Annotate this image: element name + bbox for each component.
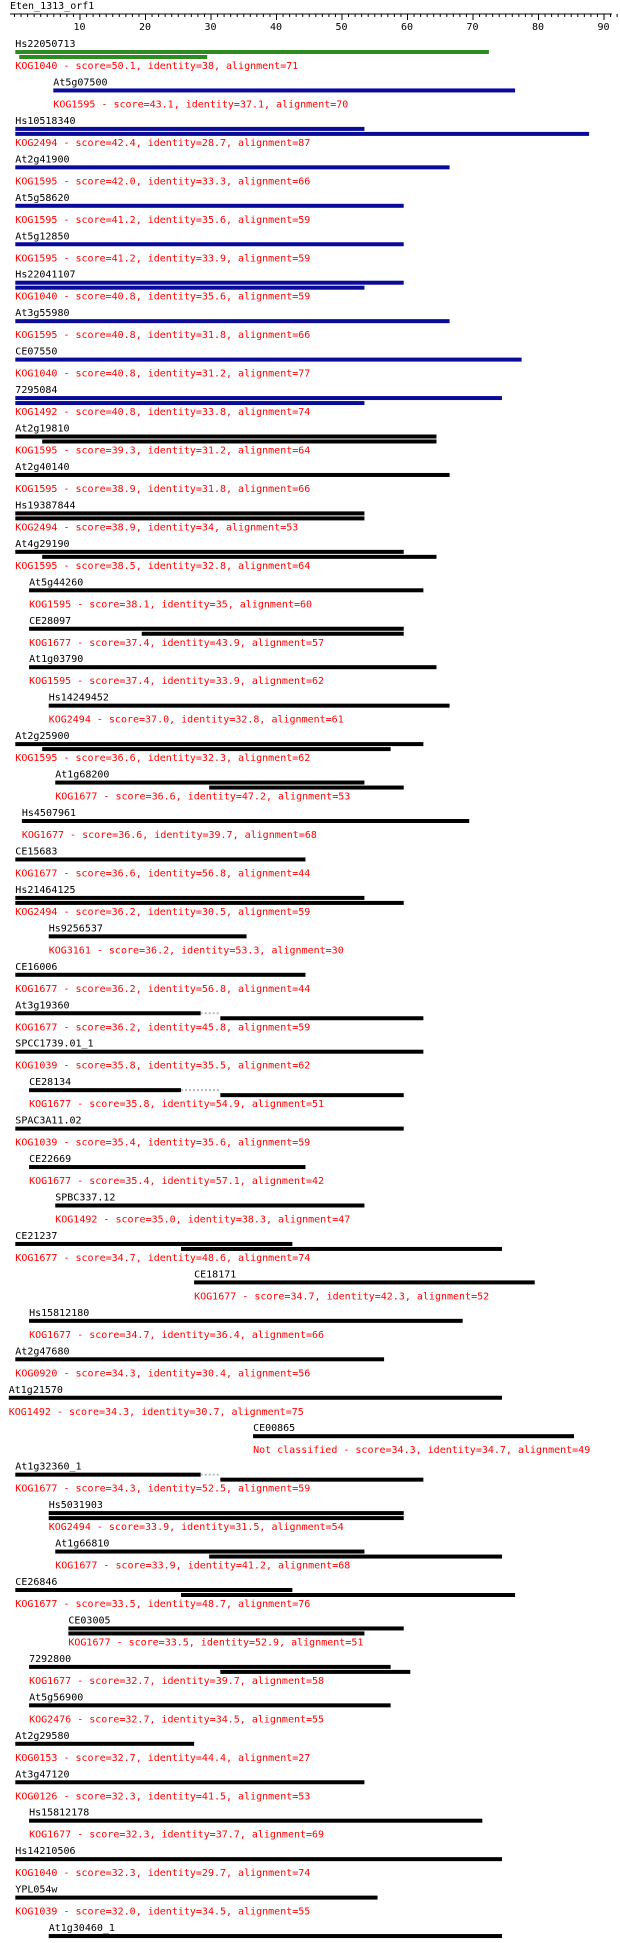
hit-name[interactable]: At2g40140	[15, 461, 70, 473]
hit-bar	[9, 1396, 502, 1400]
hit-label: KOG2494 - score=37.0, identity=32.8, alignment=61	[48, 714, 344, 726]
hit-label: KOG2476 - score=32.7, identity=34.5, alignment=55	[29, 1714, 325, 1726]
hit-name[interactable]: CE28097	[29, 615, 72, 627]
hit-label: KOG1595 - score=42.0, identity=33.3, alignment=66	[15, 176, 311, 188]
hit-bar	[15, 516, 364, 520]
hit-row	[29, 577, 423, 610]
hit-label: Not classified - score=34.3, identity=34.7, alignment=49	[253, 1445, 591, 1457]
hit-row	[53, 77, 515, 110]
hit-bar	[15, 435, 436, 439]
hit-label: KOG1595 - score=40.8, identity=31.8, alignment=66	[15, 330, 311, 342]
chart-title: Eten_1313_orf1	[10, 1, 95, 12]
hit-bar	[15, 50, 489, 54]
hit-name[interactable]: Hs15812180	[29, 1307, 90, 1319]
hit-name[interactable]: SPBC337.12	[55, 1192, 116, 1204]
hit-bar	[29, 1703, 391, 1707]
hit-label: KOG1677 - score=33.5, identity=52.9, alignment=51	[68, 1637, 364, 1649]
hit-row	[15, 424, 436, 457]
hit-bar	[29, 627, 404, 631]
hit-row	[15, 1116, 403, 1149]
hit-label: KOG1677 - score=35.4, identity=57.1, alignment=42	[29, 1176, 325, 1188]
hit-bar	[181, 1247, 502, 1251]
hit-row	[49, 1923, 502, 1943]
hit-bar	[15, 857, 305, 861]
hit-name[interactable]: CE07550	[15, 346, 58, 358]
hit-bar	[15, 550, 403, 554]
hit-row	[15, 385, 502, 418]
hit-row	[15, 1039, 423, 1072]
hit-name[interactable]: Hs14249452	[48, 692, 109, 704]
hit-label: KOG1677 - score=34.7, identity=42.3, alignment=52	[194, 1291, 490, 1303]
hit-label: KOG1595 - score=36.6, identity=32.3, alignment=62	[15, 753, 311, 765]
hit-name[interactable]: CE15683	[15, 846, 58, 858]
hit-label: KOG1492 - score=34.3, identity=30.7, alignment=75	[8, 1406, 304, 1418]
hit-bar	[15, 1780, 364, 1784]
hit-bar	[253, 1434, 574, 1438]
hit-row	[29, 1077, 404, 1110]
hit-bar	[15, 1357, 384, 1361]
hit-row	[9, 1385, 502, 1418]
hit-row	[15, 1885, 377, 1918]
hit-label: KOG1677 - score=37.4, identity=43.9, alignment=57	[29, 637, 325, 649]
hit-bar	[55, 1204, 364, 1208]
hit-name[interactable]: Hs5031903	[48, 1500, 103, 1512]
hit-label: KOG1595 - score=43.1, identity=37.1, alignment=70	[53, 99, 349, 111]
hit-bar	[15, 396, 502, 400]
tick-label: 20	[138, 22, 152, 33]
hit-name[interactable]: At5g56900	[29, 1692, 84, 1704]
hit-row	[68, 1615, 403, 1648]
hit-bar	[42, 440, 436, 444]
hit-row	[29, 1308, 463, 1341]
hit-row	[15, 39, 489, 72]
hit-name[interactable]: Hs15812178	[29, 1807, 90, 1819]
hit-row	[55, 1193, 364, 1226]
hit-label: KOG1677 - score=35.8, identity=54.9, alignment=51	[29, 1099, 325, 1111]
hit-bar	[55, 781, 364, 785]
hit-bar	[15, 281, 403, 285]
hit-name[interactable]: At5g12850	[15, 231, 70, 243]
hit-name[interactable]: At1g03790	[29, 654, 84, 666]
hit-bar	[194, 1280, 535, 1284]
hit-row	[15, 539, 436, 572]
hit-label: KOG1677 - score=36.6, identity=56.8, alignment=44	[15, 868, 311, 880]
tick-label: 10	[73, 22, 86, 33]
hit-bar	[220, 1093, 403, 1097]
hit-bar	[15, 896, 364, 900]
tick-label: 90	[597, 22, 610, 33]
hit-row	[15, 1000, 423, 1033]
x-axis	[10, 14, 617, 33]
hit-label: KOG1040 - score=50.1, identity=38, alignment=71	[15, 61, 299, 72]
hit-name[interactable]: 7292800	[29, 1653, 72, 1665]
hit-name[interactable]: At2g47680	[15, 1346, 70, 1358]
hit-name[interactable]: Hs14210506	[15, 1846, 76, 1858]
hit-label: KOG1677 - score=32.3, identity=37.7, alignment=69	[29, 1829, 325, 1841]
hit-name[interactable]: At2g41900	[15, 154, 70, 166]
hit-label: KOG1595 - score=37.4, identity=33.9, alignment=62	[29, 676, 325, 688]
hit-name[interactable]: CE03005	[68, 1615, 111, 1627]
hit-row	[253, 1423, 590, 1456]
hit-bar	[49, 1516, 404, 1520]
hit-label: KOG1040 - score=40.8, identity=35.6, alignment=59	[15, 291, 311, 303]
tick-label: 60	[400, 22, 414, 33]
hit-bar	[15, 1588, 292, 1592]
hit-bar	[15, 319, 449, 323]
tick-label: 80	[531, 22, 545, 33]
hit-row	[15, 962, 310, 995]
hit-bar	[68, 1631, 364, 1635]
hit-bar	[15, 1742, 194, 1746]
hit-label: KOG1492 - score=40.8, identity=33.8, alignment=74	[15, 407, 311, 419]
hit-label: KOG2494 - score=42.4, identity=28.7, alignment=87	[15, 137, 311, 149]
hit-row	[22, 808, 469, 841]
hit-row	[15, 154, 449, 187]
hit-row	[15, 1769, 364, 1802]
hit-name[interactable]: CE26846	[15, 1577, 58, 1588]
hit-row	[55, 1539, 502, 1572]
hit-label: KOG1039 - score=35.8, identity=35.5, alignment=62	[15, 1060, 311, 1072]
hit-row	[15, 231, 403, 264]
hit-row	[29, 616, 404, 649]
hit-bar	[22, 819, 469, 823]
hit-name[interactable]: At5g58620	[15, 192, 70, 204]
hit-label: KOG1595 - score=41.2, identity=35.6, alignment=59	[15, 214, 311, 226]
hit-label: KOG1595 - score=38.9, identity=31.8, alignment=66	[15, 483, 311, 495]
hit-name[interactable]: CE22669	[29, 1154, 72, 1166]
hit-label: KOG1492 - score=35.0, identity=38.3, alignment=47	[55, 1214, 351, 1226]
hit-label: KOG1677 - score=36.6, identity=47.2, alignment=53	[55, 791, 351, 803]
hit-name[interactable]: CE28134	[29, 1077, 72, 1089]
hit-row	[15, 1231, 502, 1264]
hit-row	[29, 1154, 324, 1187]
hit-name[interactable]: YPL054w	[15, 1884, 58, 1896]
hit-bar	[68, 1626, 403, 1630]
hit-label: KOG1040 - score=32.3, identity=29.7, alignment=74	[15, 1868, 311, 1880]
hit-bar	[142, 632, 404, 636]
hit-name[interactable]: At1g68200	[55, 769, 110, 781]
tick-label: 50	[335, 22, 348, 33]
hit-name[interactable]: Hs22050713	[15, 39, 76, 50]
hit-row	[15, 1577, 515, 1610]
hit-name[interactable]: CE16006	[15, 961, 58, 973]
hit-name[interactable]: Hs4507961	[21, 808, 77, 819]
hit-bar	[29, 1165, 305, 1169]
hit-name[interactable]: CE00865	[253, 1423, 296, 1435]
hit-bar	[209, 786, 404, 790]
hit-name[interactable]: At2g19810	[15, 423, 70, 435]
hit-bar	[49, 1934, 502, 1938]
tick-label: 30	[204, 22, 217, 33]
hit-name[interactable]: At3g19360	[15, 1000, 70, 1012]
hit-bar	[15, 511, 364, 515]
hit-label: KOG0920 - score=34.3, identity=30.4, alignment=56	[15, 1368, 311, 1380]
hit-label: KOG1595 - score=39.3, identity=31.2, alignment=64	[15, 445, 311, 457]
hit-bar	[29, 665, 436, 669]
hit-bar	[15, 1011, 200, 1015]
hit-bar	[15, 358, 521, 362]
hit-bar	[15, 165, 449, 169]
hit-name[interactable]: At3g55980	[15, 308, 70, 320]
hit-label: KOG1595 - score=38.1, identity=35, alignment=60	[29, 599, 313, 611]
hit-label: KOG1677 - score=34.7, identity=36.4, alignment=66	[29, 1329, 325, 1341]
hit-row	[15, 193, 403, 226]
hit-row	[15, 347, 521, 380]
hit-row	[49, 693, 450, 726]
hit-name[interactable]: Hs9256537	[48, 923, 103, 935]
hit-name[interactable]: 7295084	[15, 385, 58, 397]
hit-bar	[29, 1319, 463, 1323]
hit-bar	[220, 1016, 423, 1020]
hit-bar	[15, 473, 449, 477]
hit-label: KOG1677 - score=34.3, identity=52.5, alignment=59	[15, 1483, 311, 1495]
hit-row	[29, 1808, 482, 1841]
hit-row	[49, 1500, 404, 1533]
hit-name[interactable]: At3g47120	[15, 1769, 70, 1781]
hit-row	[55, 770, 403, 803]
hit-row	[15, 462, 449, 495]
hit-label: KOG0126 - score=32.3, identity=41.5, alignment=53	[15, 1791, 311, 1803]
hit-name[interactable]: At5g07500	[53, 77, 108, 89]
hit-name[interactable]: At5g44260	[29, 577, 84, 589]
hit-label: KOG2494 - score=36.2, identity=30.5, alignment=59	[15, 906, 311, 918]
hit-row	[15, 1346, 384, 1379]
hit-name[interactable]: At1g30460_1	[48, 1923, 115, 1935]
hit-bar	[15, 204, 403, 208]
hit-name[interactable]: CE21237	[15, 1230, 58, 1242]
hit-label: KOG1595 - score=38.5, identity=32.8, alignment=64	[15, 560, 311, 572]
hit-label: KOG1677 - score=33.5, identity=48.7, alignment=76	[15, 1599, 311, 1610]
hit-name[interactable]: Hs10518340	[15, 115, 76, 127]
hit-bar	[220, 1478, 423, 1482]
hit-row	[15, 885, 403, 918]
hit-bar	[15, 1857, 502, 1861]
hit-bar	[29, 1665, 391, 1669]
hit-name[interactable]: SPAC3A11.02	[15, 1115, 82, 1127]
hit-row	[15, 1462, 423, 1495]
hit-bar	[49, 934, 247, 938]
hit-row	[15, 1731, 310, 1764]
hit-bar	[19, 55, 207, 59]
hit-row	[15, 270, 403, 303]
hit-label: KOG1039 - score=32.0, identity=34.5, alignment=55	[15, 1906, 311, 1918]
hit-label: KOG1677 - score=36.2, identity=45.8, alignment=59	[15, 1022, 311, 1034]
hit-bar	[15, 286, 364, 290]
hit-label: KOG1677 - score=33.9, identity=41.2, alignment=68	[55, 1560, 351, 1572]
hit-bar	[55, 1550, 364, 1554]
tick-label: 70	[466, 22, 479, 33]
hit-name[interactable]: Hs21464125	[15, 884, 76, 896]
hit-row	[29, 1654, 410, 1687]
hit-row	[15, 116, 589, 149]
hit-bar	[209, 1555, 502, 1559]
hit-label: KOG1677 - score=36.6, identity=39.7, alignment=68	[21, 830, 317, 841]
hit-row	[15, 500, 364, 533]
hit-name[interactable]: At2g25900	[15, 731, 70, 743]
hit-label: KOG3161 - score=36.2, identity=53.3, alignment=30	[48, 945, 344, 957]
hit-row	[15, 731, 423, 764]
hit-bar	[29, 1819, 482, 1823]
hit-bar	[15, 1050, 423, 1054]
hit-bar	[15, 242, 403, 246]
hit-row	[15, 1846, 502, 1879]
hit-name[interactable]: SPCC1739.01_1	[15, 1038, 94, 1050]
hit-label: KOG1677 - score=34.7, identity=48.6, alignment=74	[15, 1252, 311, 1264]
hit-bar	[15, 973, 305, 977]
hit-name[interactable]: At2g29580	[15, 1730, 70, 1742]
hit-name[interactable]: Hs22041107	[15, 269, 76, 281]
hit-label: KOG1677 - score=36.2, identity=56.8, alignment=44	[15, 983, 311, 995]
hit-bar	[29, 588, 423, 592]
hit-label: KOG1595 - score=41.2, identity=33.9, alignment=59	[15, 253, 311, 265]
hit-bar	[15, 401, 364, 405]
hit-bar	[42, 747, 390, 751]
hit-bar	[15, 1896, 377, 1900]
hit-label: KOG1040 - score=40.8, identity=31.2, alignment=77	[15, 368, 311, 380]
hit-row	[15, 308, 449, 341]
tick-label: 40	[269, 22, 283, 33]
hit-bar	[15, 127, 364, 131]
hit-list	[9, 39, 590, 1943]
hit-bar	[220, 1670, 410, 1674]
hit-row	[29, 1692, 391, 1725]
hit-bar	[15, 132, 589, 136]
hit-bar	[15, 901, 403, 905]
hit-bar	[15, 1473, 200, 1477]
hit-name[interactable]: At1g66810	[55, 1538, 110, 1550]
hit-bar	[42, 555, 436, 559]
hit-bar	[49, 704, 450, 708]
hit-bar	[181, 1593, 515, 1597]
hit-bar	[15, 1242, 292, 1246]
hit-row	[29, 654, 436, 687]
hit-name[interactable]: At1g21570	[8, 1384, 63, 1396]
hit-label: KOG2494 - score=33.9, identity=31.5, alignment=54	[48, 1522, 344, 1534]
hit-bar	[53, 88, 515, 92]
hit-bar	[49, 1511, 404, 1515]
hit-name[interactable]: At1g32360_1	[15, 1461, 82, 1473]
hit-label: KOG1039 - score=35.4, identity=35.6, alignment=59	[15, 1137, 311, 1149]
hit-bar	[29, 1088, 181, 1092]
hit-bar	[15, 1127, 403, 1131]
hit-name[interactable]: At4g29190	[15, 538, 70, 550]
hit-row	[194, 1269, 535, 1302]
hit-label: KOG1677 - score=32.7, identity=39.7, alignment=58	[29, 1675, 325, 1687]
hit-label: KOG2494 - score=38.9, identity=34, alignment=53	[15, 522, 299, 534]
hit-name[interactable]: Hs19387844	[15, 500, 76, 512]
hit-name[interactable]: CE18171	[194, 1269, 237, 1281]
hit-row	[15, 846, 310, 879]
hit-row	[49, 923, 344, 956]
hit-bar	[15, 742, 423, 746]
hit-label: KOG0153 - score=32.7, identity=44.4, alignment=27	[15, 1752, 311, 1764]
